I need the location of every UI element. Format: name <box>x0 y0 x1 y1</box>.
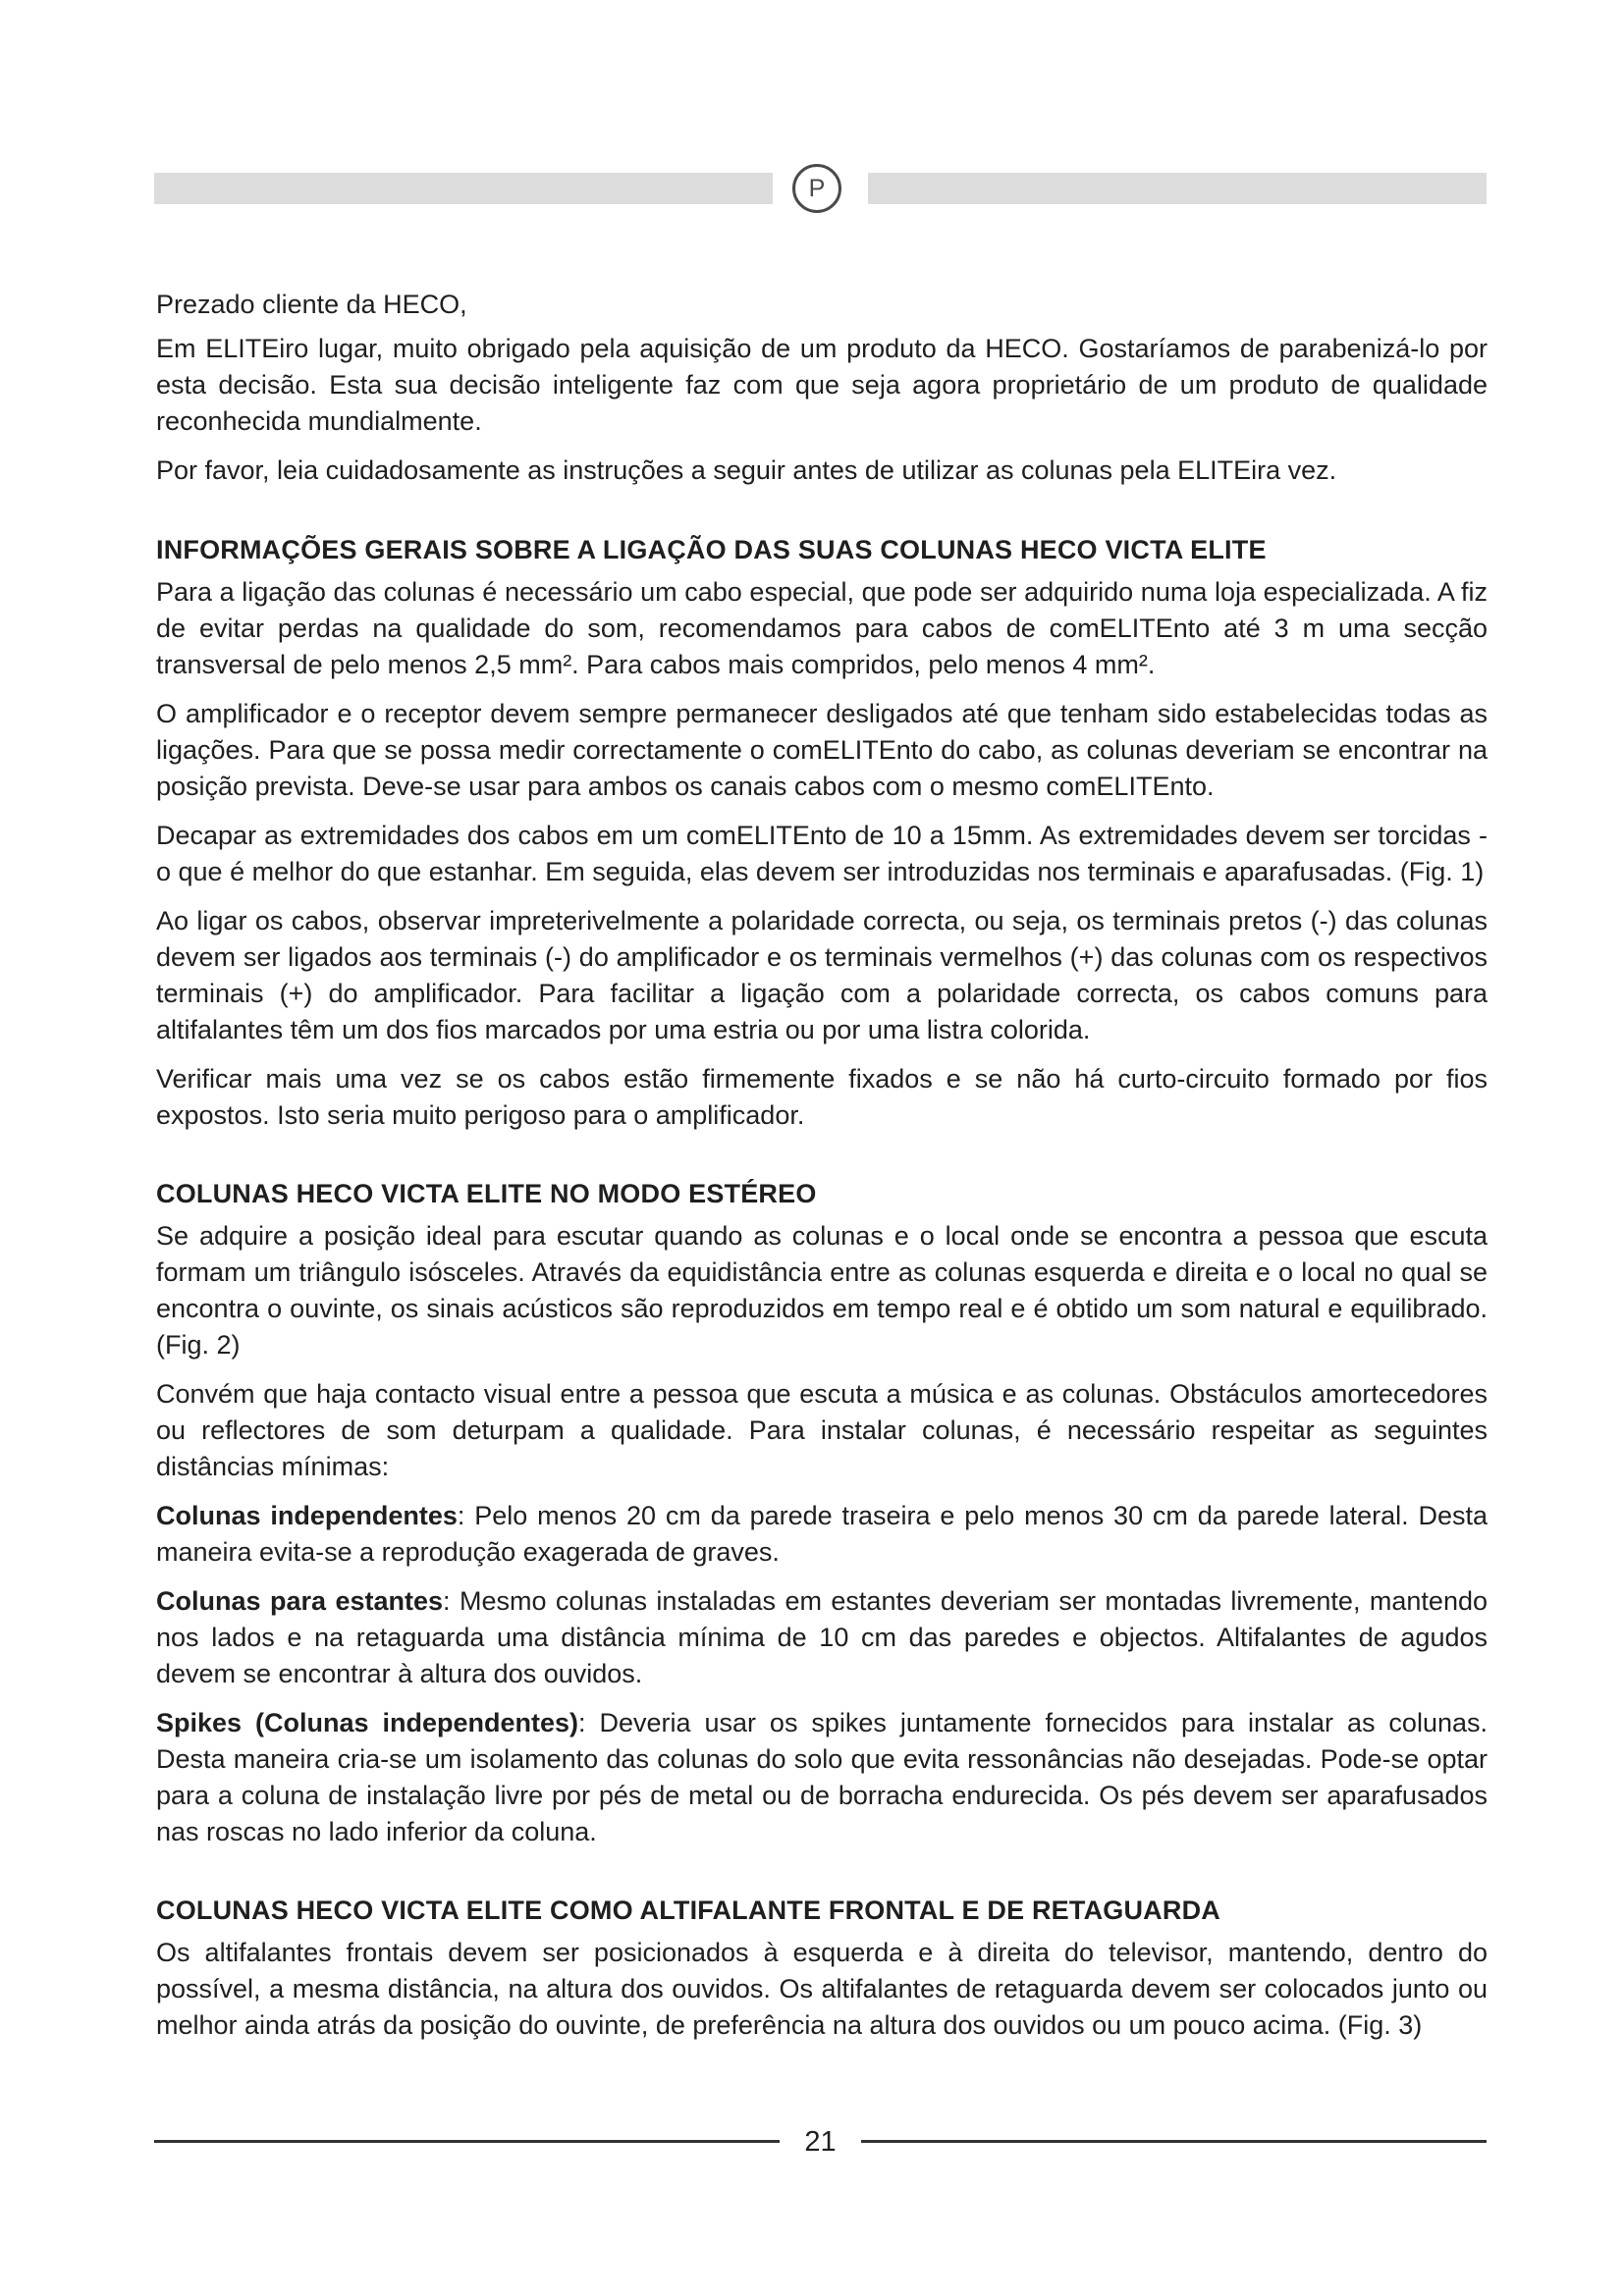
section-heading-general-info: INFORMAÇÕES GERAIS SOBRE A LIGAÇÃO DAS SUAS COLUNAS HECO VICTA ELITE <box>156 535 1267 564</box>
intro-paragraph-1: Em ELITEiro lugar, muito obrigado pela aquisição de um produto da HECO. Gostaríamos de parabenizá-lo por esta decisão. Esta sua decisão inteligente faz com que seja agora proprietário de um produto de qualidade reconhecida mundialmente. <box>156 334 1488 436</box>
language-header-bar <box>154 173 1487 204</box>
section2-paragraph-3 <box>156 1498 1488 1571</box>
bookshelf-label: Colunas para estantes <box>156 1586 443 1616</box>
section3-paragraph-1: Os altifalantes frontais devem ser posicionados à esquerda e à direita do televisor, mantendo, dentro do possível, a mesma distância, na altura dos ouvidos. Os altifalantes de retaguarda devem ser colocados junto ou melhor ainda atrás da posição do ouvinte, de preferência na altura dos ouvidos ou um pouco acima. (Fig. 3) <box>156 1938 1488 2040</box>
section1-paragraph-5: Verificar mais uma vez se os cabos estão firmemente fixados e se não há curto-circuito formado por fios expostos. Isto seria muito perigoso para o amplificador. <box>156 1064 1488 1130</box>
section1-paragraph-3: Decapar as extremidades dos cabos em um comELITEnto de 10 a 15mm. As extremidades devem ser torcidas - o que é melhor do que estanhar. Em seguida, elas devem ser introduzidas nos terminais e aparafusadas. (Fig. 1) <box>156 821 1488 886</box>
header-bar-right <box>868 173 1487 204</box>
page-number: 21 <box>804 2126 837 2158</box>
section1-paragraph-1: Para a ligação das colunas é necessário um cabo especial, que pode ser adquirido numa loja especializada. A fiz de evitar perdas na qualidade do som, recomendamos para cabos de comELITEnto até 3 m uma secção transversal de pelo menos 2,5 mm². Para cabos mais compridos, pelo menos 4 mm². <box>156 577 1488 679</box>
footer-rule-left <box>154 2140 780 2143</box>
spikes-text: : Deveria usar os spikes juntamente fornecidos para instalar as colunas. Desta maneira cria-se um isolamento das colunas do solo que evita ressonâncias não desejadas. Pode-se optar para a coluna de instalação livre por pés de metal ou de borracha endurecida. Os pés devem ser aparafusados nas roscas no lado inferior da coluna. <box>156 1708 1488 1846</box>
spikes-label: Spikes (Colunas independentes) <box>156 1708 578 1737</box>
header-bar-left <box>154 173 773 204</box>
bookshelf-text: : Mesmo colunas instaladas em estantes deveriam ser montadas livremente, mantendo nos lados e na retaguarda uma distância mínima de 10 cm das paredes e objectos. Altifalantes de agudos devem se encontrar à altura dos ouvidos. <box>156 1586 1488 1688</box>
freestanding-label: Colunas independentes <box>156 1501 458 1530</box>
footer-rule-right <box>861 2140 1487 2143</box>
greeting: Prezado cliente da HECO, <box>156 290 467 319</box>
page-footer <box>154 2122 1487 2162</box>
section2-paragraph-1: Se adquire a posição ideal para escutar quando as colunas e o local onde se encontra a pessoa que escuta formam um triângulo isósceles. Através da equidistância entre as colunas esquerda e direita e o local no qual se encontra o ouvinte, os sinais acústicos são reproduzidos em tempo real e é obtido um som natural e equilibrado. (Fig. 2) <box>156 1221 1488 1360</box>
section1-paragraph-4: Ao ligar os cabos, observar impreterivelmente a polaridade correcta, ou seja, os terminais pretos (-) das colunas devem ser ligados aos terminais (-) do amplificador e os terminais vermelhos (+) das colunas com os respectivos terminais (+) do amplificador. Para facilitar a ligação com a polaridade correcta, os cabos comuns para altifalantes têm um dos fios marcados por uma estria ou por uma listra colorida. <box>156 906 1488 1044</box>
section-heading-front-rear: COLUNAS HECO VICTA ELITE COMO ALTIFALANTE FRONTAL E DE RETAGUARDA <box>156 1896 1220 1925</box>
section1-paragraph-2: O amplificador e o receptor devem sempre permanecer desligados até que tenham sido estabelecidas todas as ligações. Para que se possa medir correctamente o comELITEnto do cabo, as colunas deveriam se encontrar na posição prevista. Deve-se usar para ambos os canais cabos com o mesmo comELITEnto. <box>156 699 1488 801</box>
language-badge: P <box>792 164 841 213</box>
section-heading-stereo-mode: COLUNAS HECO VICTA ELITE NO MODO ESTÉREO <box>156 1179 817 1208</box>
section2-paragraph-5 <box>156 1705 1488 1850</box>
freestanding-text: : Pelo menos 20 cm da parede traseira e pelo menos 30 cm da parede lateral. Desta maneira evita-se a reprodução exagerada de graves. <box>156 1501 1488 1567</box>
intro-paragraph-2: Por favor, leia cuidadosamente as instruções a seguir antes de utilizar as colunas pela ELITEira vez. <box>156 455 1337 485</box>
section2-paragraph-2: Convém que haja contacto visual entre a pessoa que escuta a música e as colunas. Obstáculos amortecedores ou reflectores de som deturpam a qualidade. Para instalar colunas, é necessário respeitar as seguintes distâncias mínimas: <box>156 1379 1488 1481</box>
section2-paragraph-4 <box>156 1583 1488 1692</box>
document-body <box>156 287 1488 2056</box>
